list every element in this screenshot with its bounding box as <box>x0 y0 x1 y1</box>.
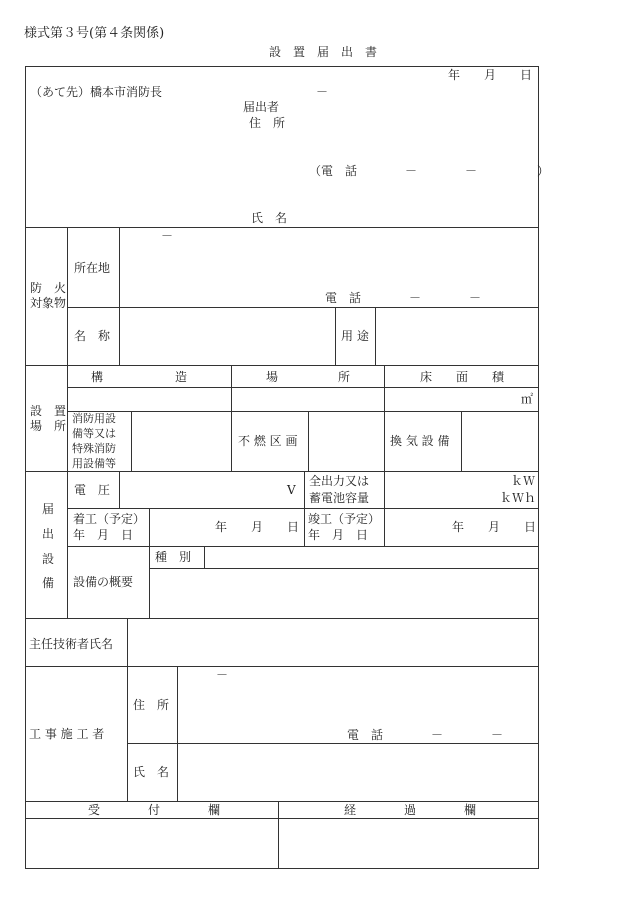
area-unit: ㎡ <box>521 392 534 406</box>
col-divider <box>278 801 279 868</box>
col-divider <box>335 307 336 365</box>
contractor-phone: 電 話 － － <box>347 728 504 742</box>
equipment-section-char: 備 <box>42 576 55 590</box>
finish-label: 竣工（予定） <box>308 512 381 526</box>
start-date: 年 月 日 <box>215 520 300 534</box>
row-divider <box>67 411 539 412</box>
col-divider <box>375 307 376 365</box>
header-phone: （電 話 － － ） <box>309 164 550 178</box>
floor-area-header: 床 面 積 <box>420 370 505 384</box>
equipment-section-char: 届 <box>42 502 55 516</box>
page-title: 設 置 届 出 書 <box>269 45 378 59</box>
addressee: （あて先）橋本市消防長 <box>30 85 163 99</box>
output-label: 蓄電池容量 <box>309 491 370 505</box>
fireproof-label: 不 燃 区 画 <box>238 434 298 448</box>
col-divider <box>149 508 150 618</box>
equipment-section-char: 設 <box>42 552 55 566</box>
overview-label: 設備の概要 <box>73 575 134 589</box>
equipment-type-label: 特殊消防 <box>72 442 116 455</box>
frame-top <box>25 66 539 67</box>
contractor-name-label: 氏 名 <box>133 765 170 779</box>
col-divider <box>67 365 68 471</box>
form-number: 様式第３号(第４条関係) <box>24 26 165 41</box>
row-divider <box>25 618 539 619</box>
start-label: 着工（予定） <box>73 512 146 526</box>
col-divider <box>67 227 68 365</box>
col-divider <box>131 411 132 471</box>
frame-left <box>25 66 26 868</box>
contractor-postal-dash: － <box>216 668 229 682</box>
contractor-address-label: 住 所 <box>133 698 170 712</box>
location-label: 所在地 <box>74 261 111 275</box>
notifier-label: 届出者 <box>243 100 280 114</box>
equipment-type-label: 消防用設 <box>72 412 116 425</box>
location-phone: 電 話 － － <box>325 291 482 305</box>
col-divider <box>119 227 120 365</box>
row-divider <box>25 801 539 802</box>
type-label: 種 別 <box>155 550 192 564</box>
header-date: 年 月 日 <box>448 68 533 82</box>
col-divider <box>308 411 309 471</box>
output-label: 全出力又は <box>309 474 370 488</box>
row-divider <box>127 743 539 744</box>
voltage-unit: V <box>287 483 296 497</box>
fire-target-label: 対象物 <box>30 296 67 310</box>
equipment-section-char: 出 <box>42 527 55 541</box>
equipment-type-label: 備等又は <box>72 427 116 440</box>
frame-bottom <box>25 868 539 869</box>
start-label: 年 月 日 <box>73 528 134 542</box>
col-divider <box>231 365 232 471</box>
header-name-label: 氏 名 <box>251 211 288 225</box>
structure-header: 構 造 <box>91 370 188 384</box>
row-divider <box>25 227 539 228</box>
row-divider <box>25 818 539 819</box>
row-divider <box>25 666 539 667</box>
fire-target-label: 防 火 <box>30 281 67 295</box>
name-label: 名 称 <box>74 329 111 343</box>
engineer-label: 主任技術者氏名 <box>29 637 114 651</box>
header-address-label: 住 所 <box>249 116 286 130</box>
col-divider <box>461 411 462 471</box>
ventilation-label: 換 気 設 備 <box>390 434 450 448</box>
col-divider <box>384 365 385 471</box>
voltage-label: 電 圧 <box>74 483 111 497</box>
use-label: 用 途 <box>341 329 369 343</box>
frame-right <box>538 66 539 868</box>
progress-label: 経 過 欄 <box>344 803 477 817</box>
col-divider <box>177 666 178 801</box>
finish-label: 年 月 日 <box>308 528 369 542</box>
row-divider <box>67 546 539 547</box>
row-divider <box>25 365 539 366</box>
col-divider <box>204 546 205 568</box>
install-place-label: 場 所 <box>30 419 67 433</box>
contractor-label: 工 事 施 工 者 <box>29 727 105 741</box>
unit-kw: ｋＷ <box>511 474 536 488</box>
row-divider <box>67 387 539 388</box>
equipment-type-label: 用設備等 <box>72 457 116 470</box>
install-place-label: 設 置 <box>30 404 67 418</box>
header-postal-dash: － <box>316 85 329 99</box>
col-divider <box>127 618 128 666</box>
row-divider <box>25 471 539 472</box>
row-divider <box>67 508 539 509</box>
reception-label: 受 付 欄 <box>88 803 221 817</box>
place-header: 場 所 <box>266 370 351 384</box>
col-divider <box>127 666 128 801</box>
col-divider <box>119 471 120 508</box>
row-divider <box>149 568 539 569</box>
unit-kwh: ｋＷｈ <box>500 491 537 505</box>
col-divider <box>67 471 68 618</box>
location-postal-dash: － <box>161 229 174 243</box>
row-divider <box>67 307 539 308</box>
finish-date: 年 月 日 <box>452 520 537 534</box>
